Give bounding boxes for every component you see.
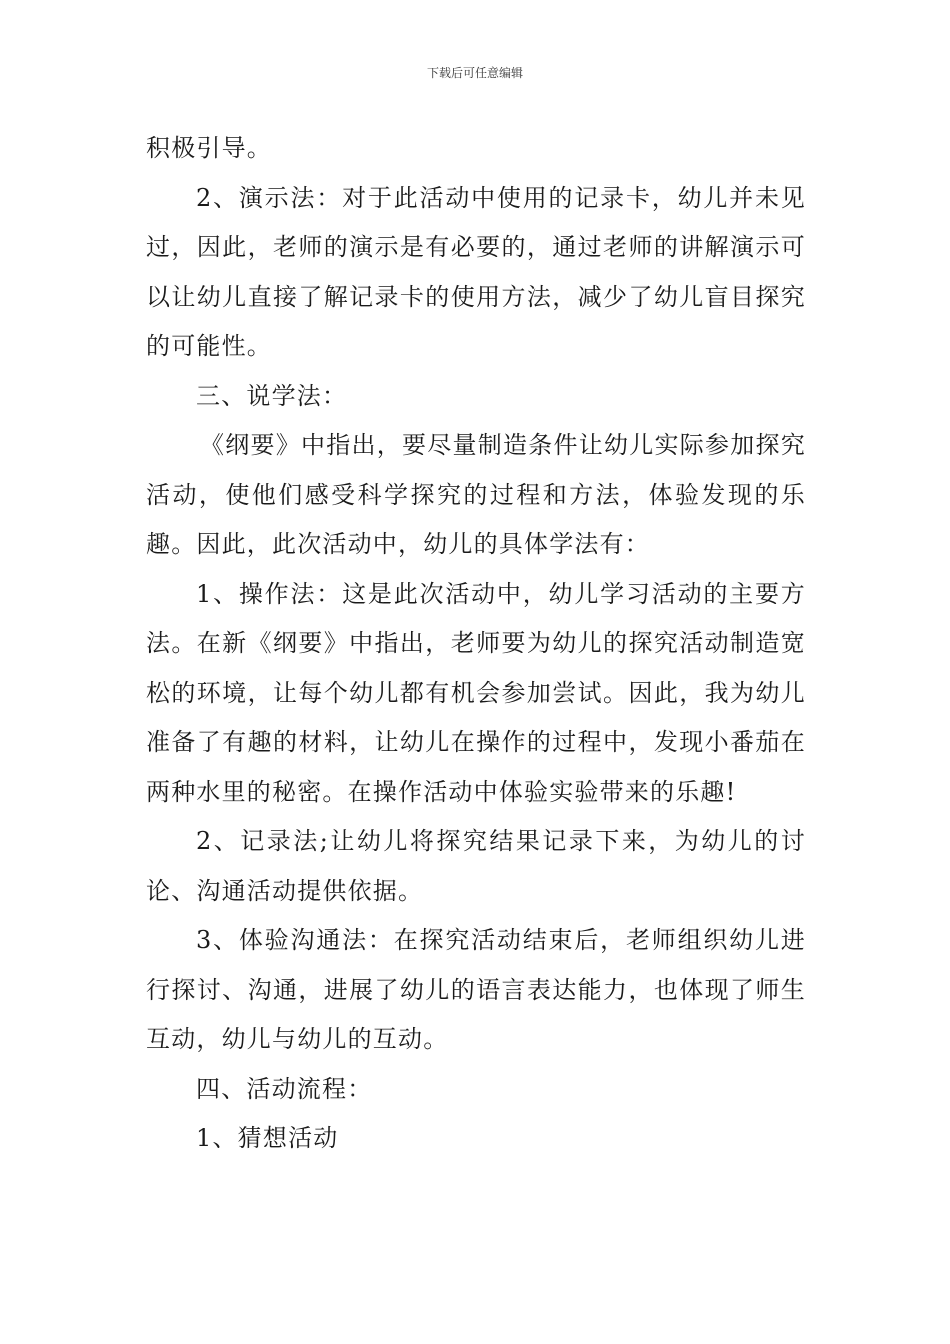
document-body: [146, 124, 806, 1164]
paragraph: 1、操作法：这是此次活动中，幼儿学习活动的主要方法。在新《纲要》中指出，老师要为幼儿的探究活动制造宽松的环境，让每个幼儿都有机会参加尝试。因此，我为幼儿准备了有趣的材料，让幼儿在操作的过程中，发现小番茄在两种水里的秘密。在操作活动中体验实验带来的乐趣!: [146, 579, 806, 806]
section-heading: 三、说学法：: [196, 381, 348, 410]
paragraph: 《纲要》中指出，要尽量制造条件让幼儿实际参加探究活动，使他们感受科学探究的过程和方法，体验发现的乐趣。因此，此次活动中，幼儿的具体学法有：: [146, 431, 806, 558]
paragraph: 2、记录法;让幼儿将探究结果记录下来，为幼儿的讨论、沟通活动提供依据。: [146, 827, 806, 905]
subsection-heading: 1、猜想活动: [196, 1124, 339, 1152]
section-heading: 四、活动流程：: [196, 1074, 373, 1103]
page-header: 下载后可任意编辑: [426, 66, 523, 80]
paragraph: 积极引导。: [146, 134, 272, 162]
paragraph: 2、演示法：对于此活动中使用的记录卡，幼儿并未见过，因此，老师的演示是有必要的，通过老师的讲解演示可以让幼儿直接了解记录卡的使用方法，减少了幼儿盲目探究的可能性。: [146, 183, 806, 360]
paragraph: 3、体验沟通法：在探究活动结束后，老师组织幼儿进行探讨、沟通，进展了幼儿的语言表达能力，也体现了师生互动，幼儿与幼儿的互动。: [146, 926, 806, 1053]
